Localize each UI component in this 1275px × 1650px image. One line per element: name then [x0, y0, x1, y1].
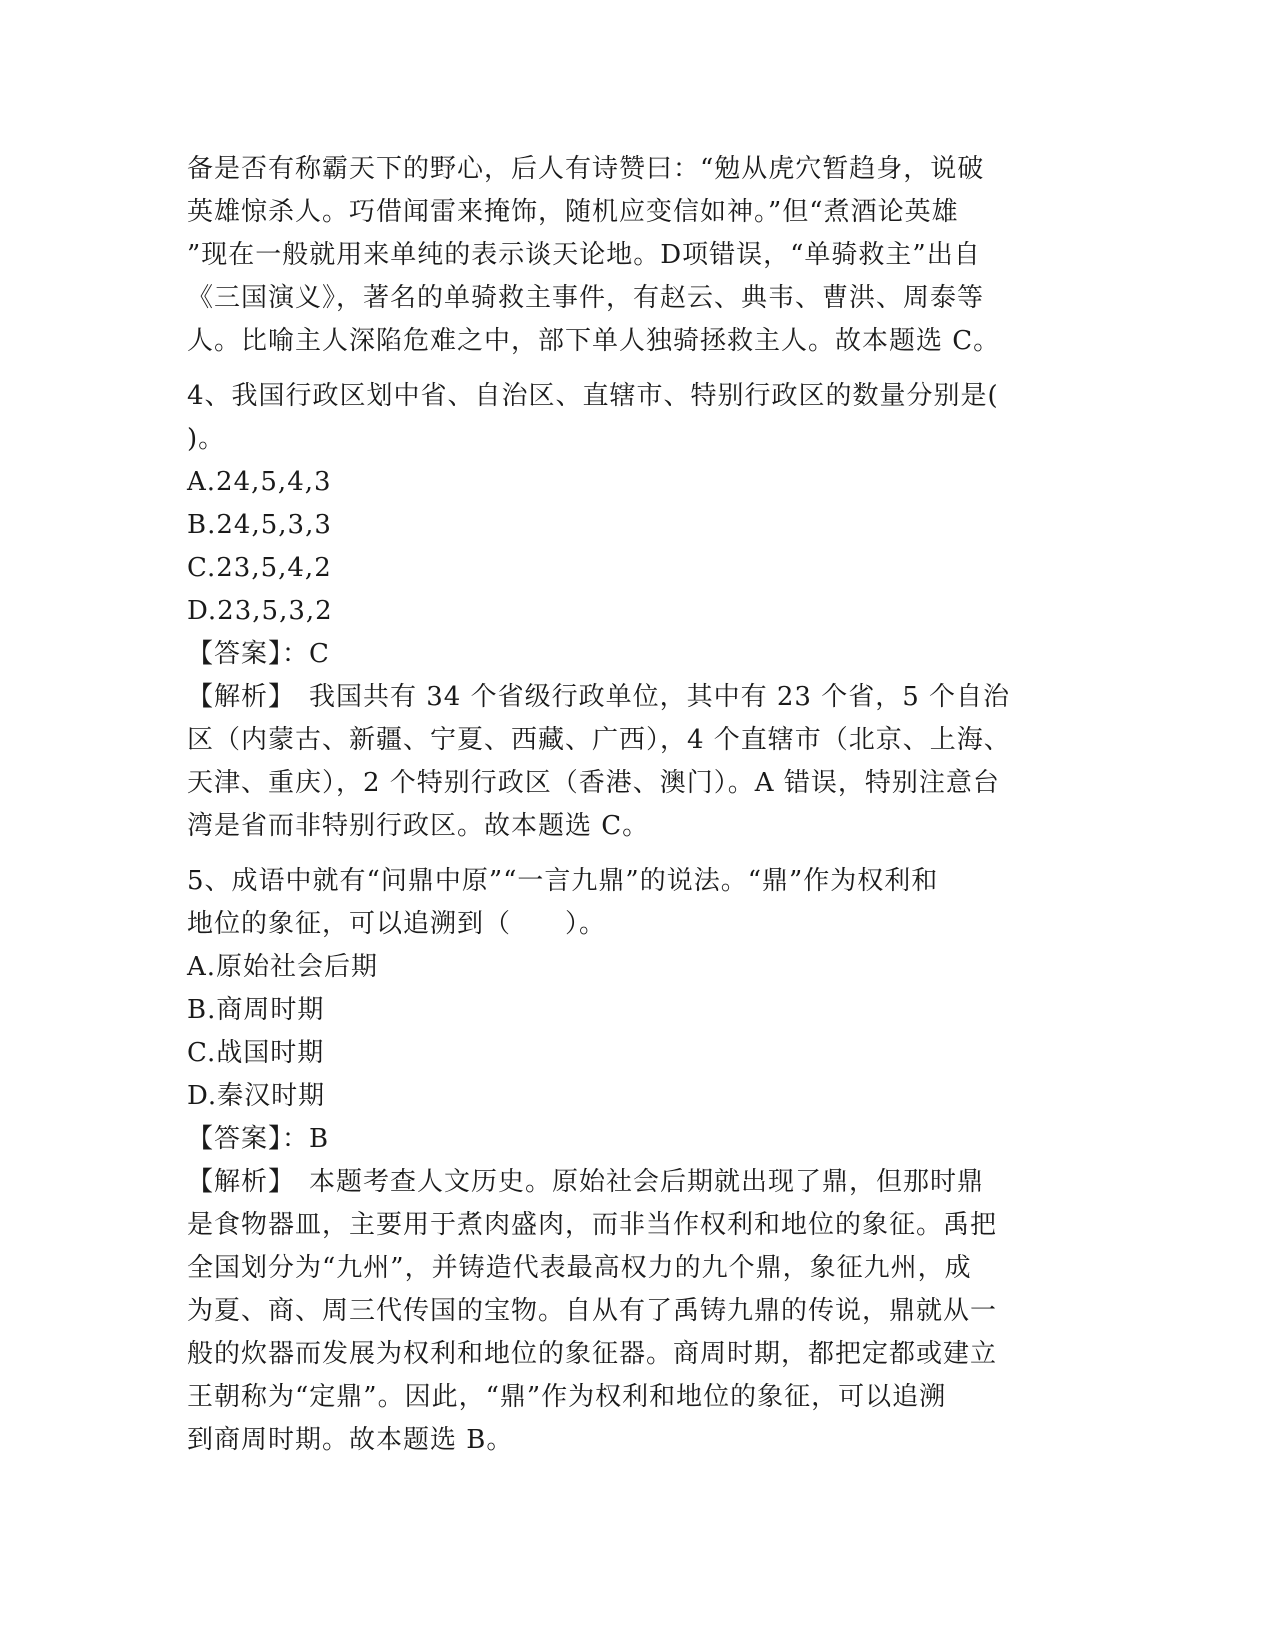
question-stem: )。 [187, 424, 226, 454]
analysis-line: 英雄惊杀人。巧借闻雷来掩饰，随机应变信如神。”但“煮酒论英雄 [187, 197, 959, 227]
question-stem: 5、成语中就有“问鼎中原”“一言九鼎”的说法。“鼎”作为权利和 [187, 866, 939, 896]
analysis-line: 到商周时期。故本题选 B。 [187, 1425, 514, 1455]
question-4 [187, 375, 1087, 848]
option-d: D.23,5,3,2 [187, 596, 333, 626]
analysis-line: 【解析】 本题考查人文历史。原始社会后期就出现了鼎，但那时鼎 [187, 1167, 985, 1197]
option-c: C.战国时期 [187, 1038, 325, 1068]
analysis-line: 般的炊器而发展为权利和地位的象征器。商周时期，都把定都或建立 [187, 1339, 998, 1369]
previous-analysis-block [187, 148, 1087, 363]
question-stem: 4、我国行政区划中省、自治区、直辖市、特别行政区的数量分别是( [187, 381, 999, 411]
analysis-line: 湾是省而非特别行政区。故本题选 C。 [187, 811, 650, 841]
analysis-line: 《三国演义》，著名的单骑救主事件，有赵云、典韦、曹洪、周泰等 [187, 283, 985, 313]
option-d: D.秦汉时期 [187, 1081, 326, 1111]
question-5 [187, 860, 1087, 1462]
analysis-line: 人。比喻主人深陷危难之中，部下单人独骑拯救主人。故本题选 C。 [187, 326, 1001, 356]
analysis-line: 备是否有称霸天下的野心，后人有诗赞曰：“勉从虎穴暂趋身，说破 [187, 154, 985, 184]
analysis-line: 全国划分为“九州”，并铸造代表最高权力的九个鼎，象征九州，成 [187, 1253, 972, 1283]
analysis-line: ”现在一般就用来单纯的表示谈天论地。D项错误，“单骑救主”出自 [187, 240, 981, 270]
option-a: A.24,5,4,3 [187, 467, 332, 497]
analysis-line: 王朝称为“定鼎”。因此，“鼎”作为权利和地位的象征，可以追溯 [187, 1382, 947, 1412]
option-a: A.原始社会后期 [187, 952, 379, 982]
analysis-line: 区（内蒙古、新疆、宁夏、西藏、广西），4 个直辖市（北京、上海、 [187, 725, 1011, 755]
option-b: B.商周时期 [187, 995, 325, 1025]
analysis-line: 为夏、商、周三代传国的宝物。自从有了禹铸九鼎的传说，鼎就从一 [187, 1296, 998, 1326]
answer-line: 【答案】：C [187, 639, 330, 669]
analysis-line: 天津、重庆），2 个特别行政区（香港、澳门）。A 错误，特别注意台 [187, 768, 1000, 798]
question-stem: 地位的象征，可以追溯到（ ）。 [187, 909, 607, 939]
document-page [187, 148, 1087, 1462]
option-c: C.23,5,4,2 [187, 553, 332, 583]
analysis-line: 是食物器皿，主要用于煮肉盛肉，而非当作权利和地位的象征。禹把 [187, 1210, 998, 1240]
answer-line: 【答案】：B [187, 1124, 330, 1154]
analysis-line: 【解析】 我国共有 34 个省级行政单位，其中有 23 个省，5 个自治 [187, 682, 1011, 712]
option-b: B.24,5,3,3 [187, 510, 332, 540]
